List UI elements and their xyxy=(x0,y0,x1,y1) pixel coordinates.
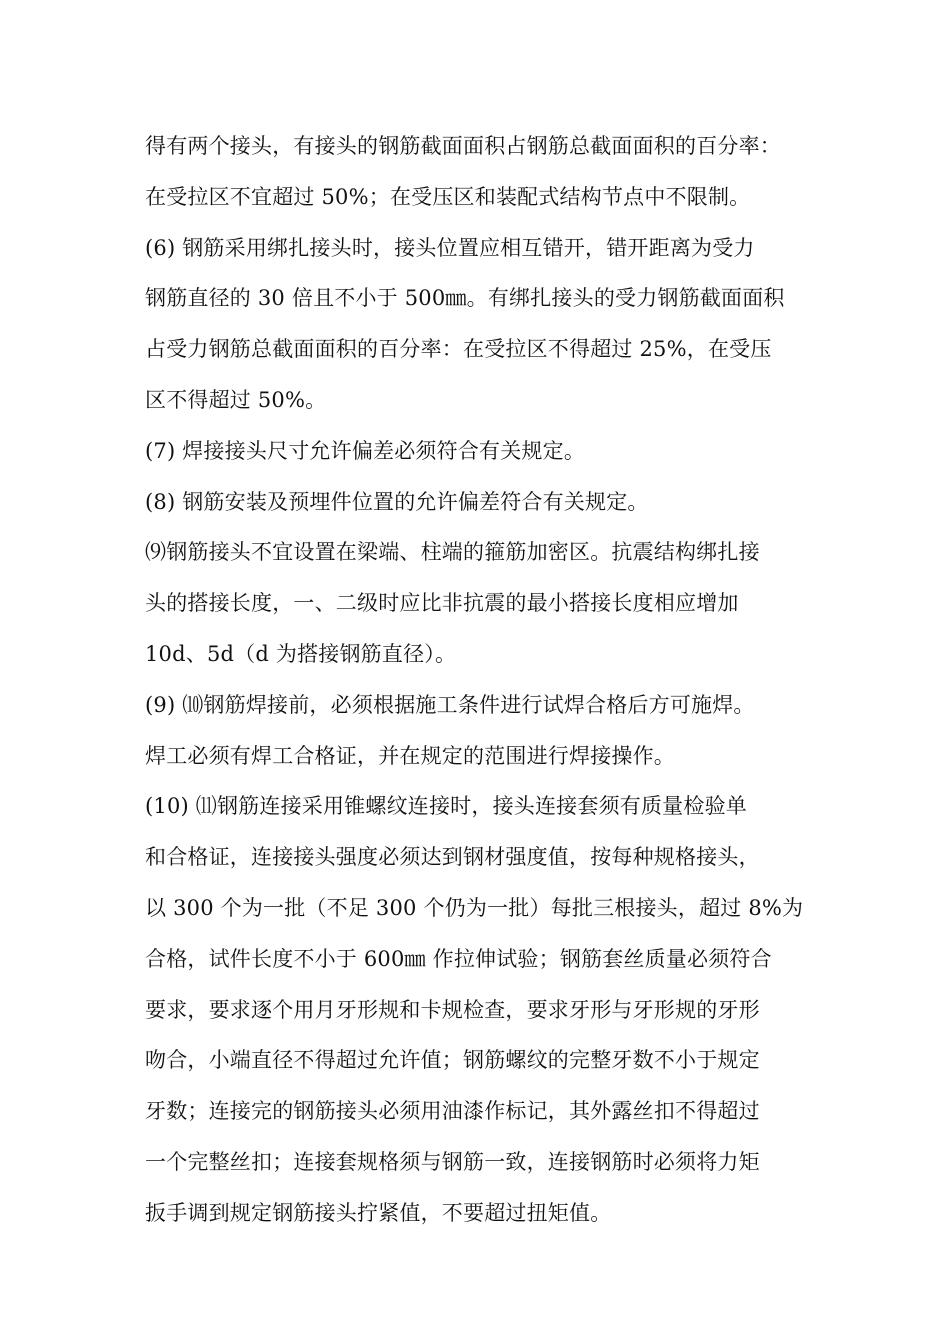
text-line: 得有两个接头，有接头的钢筋截面面积占钢筋总截面面积的百分率： xyxy=(145,134,781,158)
text-line: 扳手调到规定钢筋接头拧紧值，不要超过扭矩值。 xyxy=(145,1200,612,1225)
text-line: (6) 钢筋采用绑扎接头时，接头位置应相互错开，错开距离为受力 xyxy=(145,235,755,260)
text-line: 吻合，小端直径不得超过允许值；钢筋螺纹的完整牙数不小于规定 xyxy=(145,1048,760,1073)
text-line: (9) ⑽钢筋焊接前，必须根据施工条件进行试焊合格后方可施焊。 xyxy=(145,692,755,717)
text-line: 在受拉区不宜超过 50%；在受压区和装配式结构节点中不限制。 xyxy=(145,184,751,209)
text-line: 10d、5d（d 为搭接钢筋直径）。 xyxy=(145,641,457,666)
text-line: (10) ⑾钢筋连接采用锥螺纹连接时，接头连接套须有质量检验单 xyxy=(145,794,747,819)
text-line: 区不得超过 50%。 xyxy=(145,387,327,412)
text-line: 占受力钢筋总截面面积的百分率：在受拉区不得超过 25%，在受压 xyxy=(145,337,772,362)
text-line: (7) 焊接接头尺寸允许偏差必须符合有关规定。 xyxy=(145,438,586,463)
text-line: 以 300 个为一批（不足 300 个仍为一批）每批三根接头，超过 8%为 xyxy=(145,895,804,920)
text-line: 和合格证，连接接头强度必须达到钢材强度值，按每种规格接头， xyxy=(145,845,760,870)
text-line: 合格，试件长度不小于 600㎜ 作拉伸试验；钢筋套丝质量必须符合 xyxy=(145,946,772,971)
text-line: 一个完整丝扣；连接套规格须与钢筋一致，连接钢筋时必须将力矩 xyxy=(145,1149,760,1174)
text-line: ⑼钢筋接头不宜设置在梁端、柱端的箍筋加密区。抗震结构绑扎接 xyxy=(145,540,760,565)
text-line: 钢筋直径的 30 倍且不小于 500㎜。有绑扎接头的受力钢筋截面面积 xyxy=(145,286,785,311)
text-line: (8) 钢筋安装及预埋件位置的允许偏差符合有关规定。 xyxy=(145,489,649,514)
text-line: 头的搭接长度，一、二级时应比非抗震的最小搭接长度相应增加 xyxy=(145,591,739,616)
document-body xyxy=(145,128,825,1246)
text-line: 要求，要求逐个用月牙形规和卡规检查，要求牙形与牙形规的牙形 xyxy=(145,997,760,1022)
text-line: 牙数；连接完的钢筋接头必须用油漆作标记，其外露丝扣不得超过 xyxy=(145,1099,760,1124)
text-line: 焊工必须有焊工合格证，并在规定的范围进行焊接操作。 xyxy=(145,743,675,768)
